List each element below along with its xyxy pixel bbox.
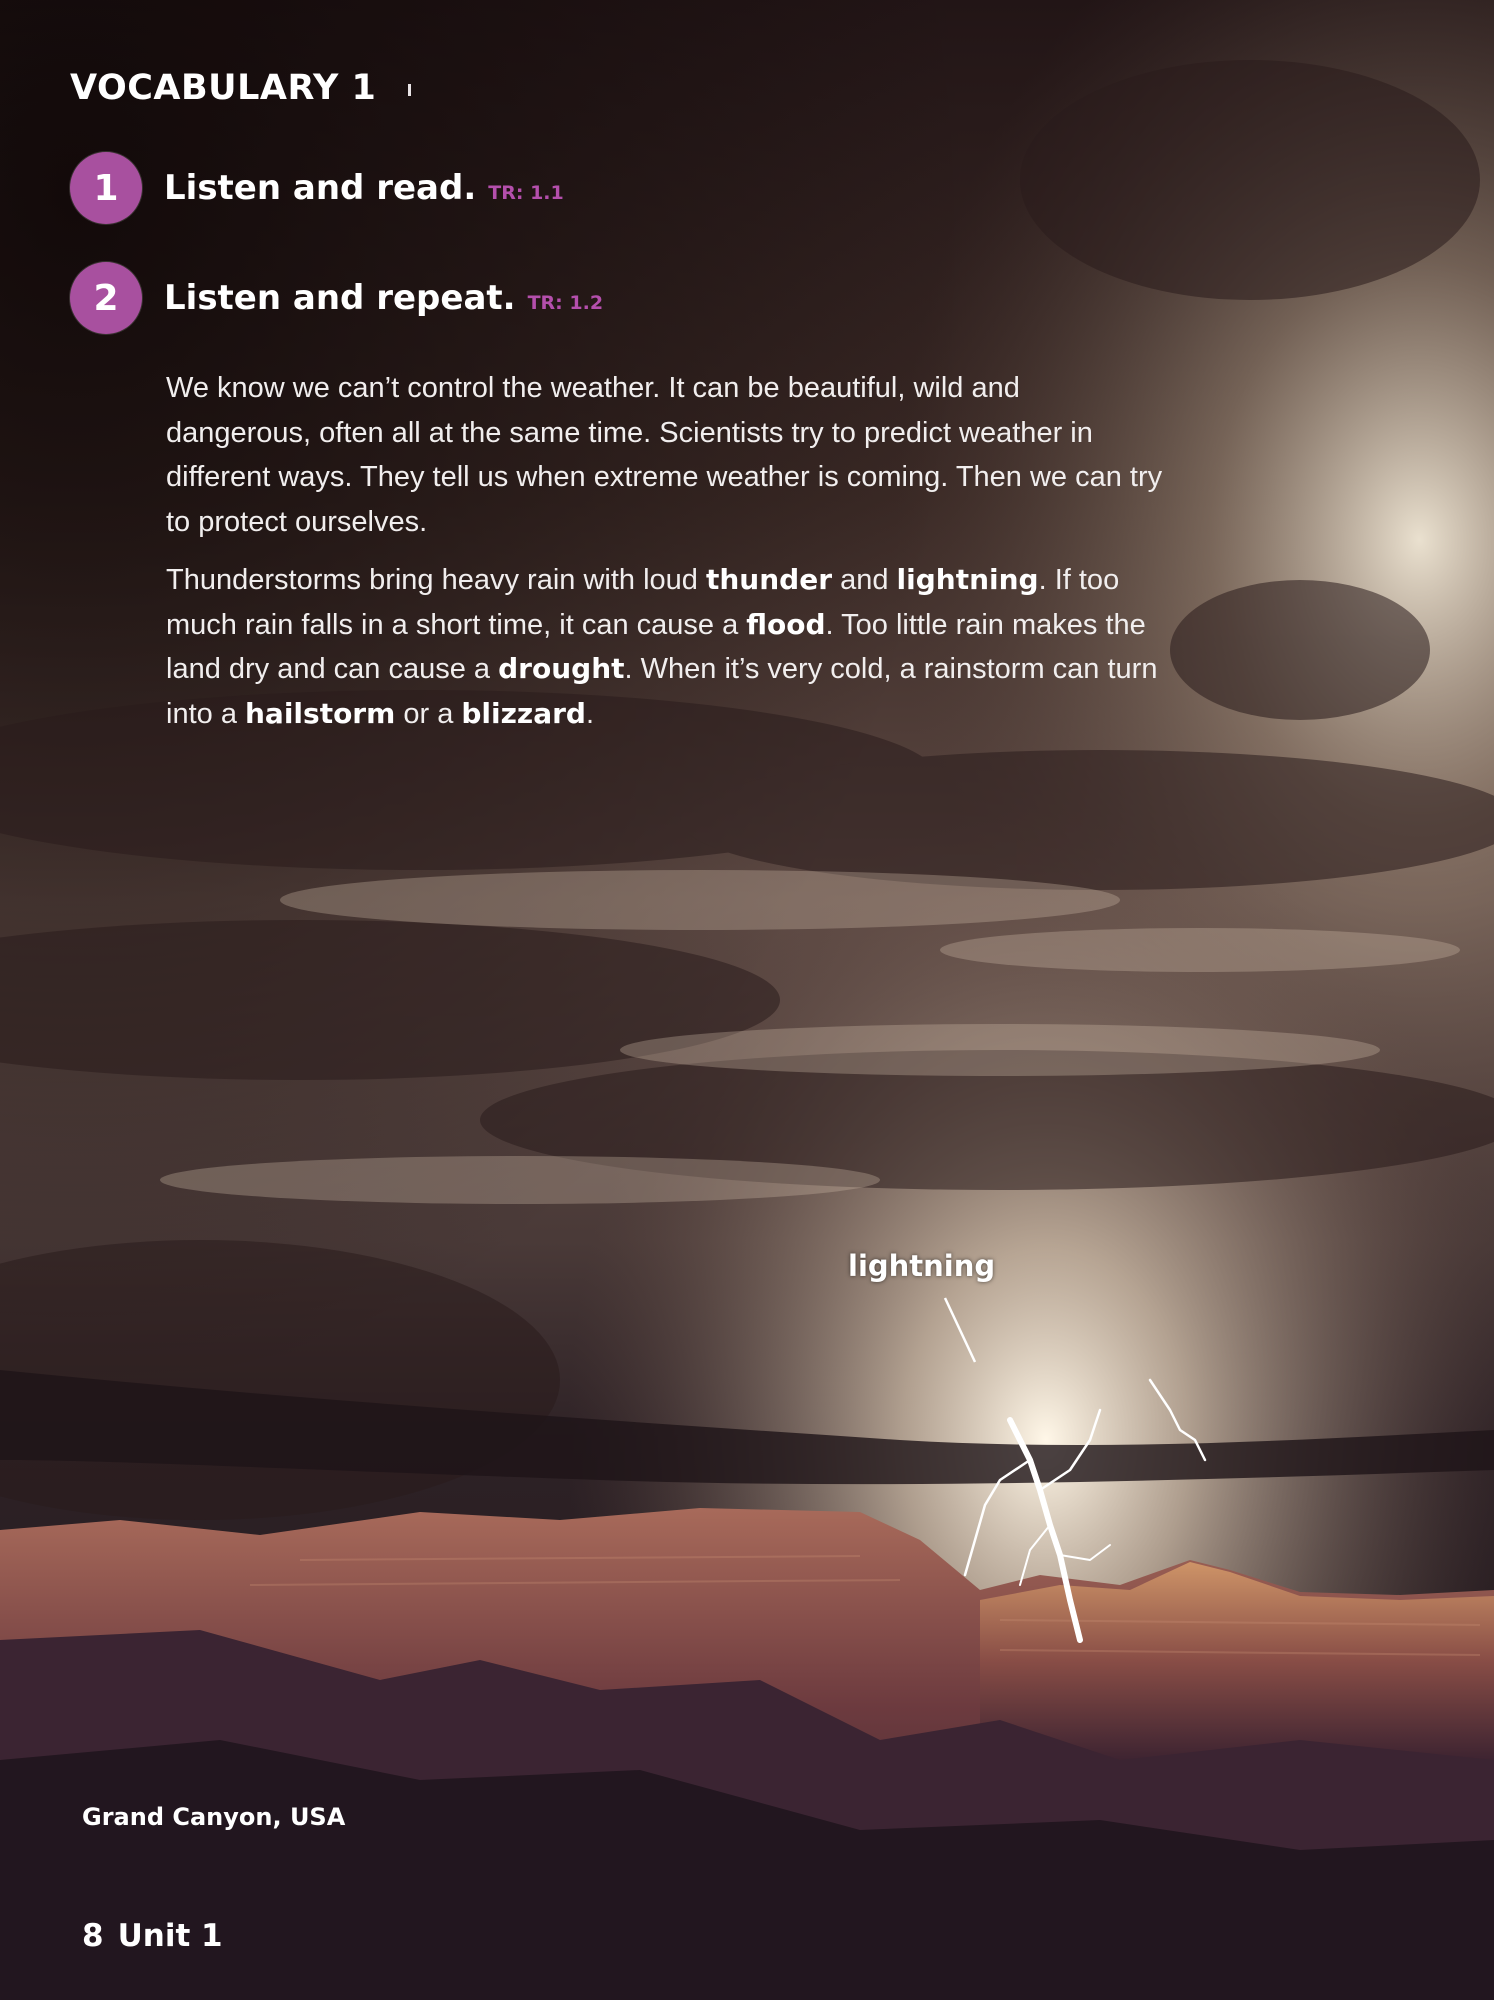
paragraph-2-text: and	[832, 564, 897, 596]
paragraph-2-text: Thunderstorms bring heavy rain with loud	[166, 564, 706, 596]
section-title: VOCABULARY 1	[70, 68, 377, 108]
paragraph-2-text: . When it’s very cold, a rainstorm can turn into a	[166, 653, 1158, 730]
activity-2-instruction: Listen and repeat.	[164, 278, 516, 318]
vocab-word-flood: flood	[746, 607, 826, 641]
vocab-word-thunder: thunder	[705, 563, 833, 596]
photo-caption: Grand Canyon, USA	[82, 1803, 346, 1831]
vocab-word-drought: drought	[498, 652, 625, 685]
activity-2-track: TR: 1.2	[527, 292, 604, 314]
paragraph-1: We know we can’t control the weather. It can be beautiful, wild and dangerous, often all at the same time. Scientists try to predict weather in different ways. They tell us when extreme weather is coming. Then we can try to protect ourselves.	[166, 372, 1163, 538]
activity-1-number-badge: 1	[70, 152, 142, 224]
activity-1-instruction: Listen and read.	[164, 168, 477, 208]
activity-1	[70, 150, 564, 226]
page-footer	[82, 1918, 223, 1954]
activity-2-number-badge: 2	[70, 262, 142, 334]
page-number: 8	[82, 1918, 104, 1954]
reading-text	[166, 366, 1166, 750]
vocab-word-lightning: lightning	[896, 563, 1039, 596]
title-tick-mark	[408, 84, 411, 96]
paragraph-2-text: or a	[395, 697, 462, 730]
paragraph-2-text: . If too much rain falls in a short time, it can cause a	[166, 564, 1120, 641]
paragraph-2-text: . Too little rain makes the land dry and can cause a	[166, 608, 1146, 685]
paragraph-2-text: .	[585, 697, 595, 730]
vocab-word-blizzard: blizzard	[461, 696, 586, 730]
paragraph-2	[166, 558, 1166, 736]
unit-label: Unit 1	[117, 1918, 223, 1954]
photo-callout-label: lightning	[848, 1249, 996, 1283]
activity-1-track: TR: 1.1	[488, 182, 564, 204]
vocab-word-hailstorm: hailstorm	[245, 696, 396, 730]
activity-2	[70, 260, 603, 336]
